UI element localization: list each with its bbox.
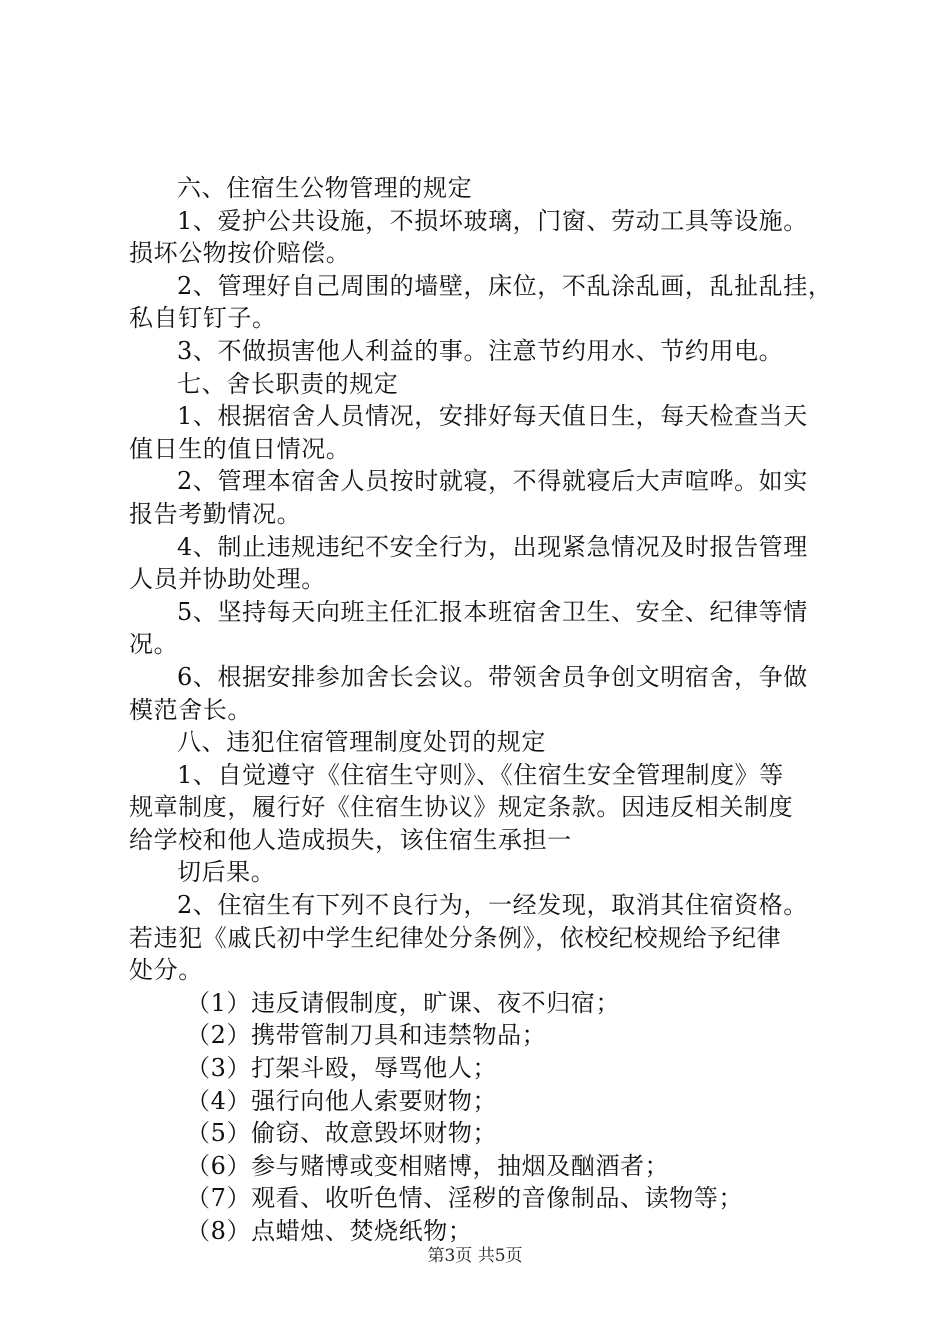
text-line: 损坏公物按价赔偿。 bbox=[129, 239, 351, 268]
text-line: 1、自觉遵守《住宿生守则》、《住宿生安全管理制度》等 bbox=[177, 760, 784, 789]
text-line: 人员并协助处理。 bbox=[129, 565, 326, 594]
text-line: 1、根据宿舍人员情况，安排好每天值日生，每天检查当天 bbox=[177, 402, 808, 431]
text-line: 1、爱护公共设施，不损坏玻璃，门窗、劳动工具等设施。 bbox=[177, 206, 808, 235]
document-body bbox=[129, 172, 849, 1248]
text-line: 处分。 bbox=[129, 956, 203, 985]
text-line: 2、管理好自己周围的墙壁，床位，不乱涂乱画，乱扯乱挂， bbox=[177, 271, 833, 300]
text-line: 6、根据安排参加舍长会议。带领舍员争创文明宿舍，争做 bbox=[177, 662, 808, 691]
text-line: 给学校和他人造成损失，该住宿生承担一 bbox=[129, 825, 572, 854]
text-line: （3）打架斗殴，辱骂他人； bbox=[186, 1054, 498, 1083]
text-line: 3、不做损害他人利益的事。注意节约用水、节约用电。 bbox=[177, 336, 784, 365]
text-line: 若违犯《戚氏初中学生纪律处分条例》，依校纪校规给予纪律 bbox=[129, 923, 782, 952]
text-line: （8）点蜡烛、焚烧纸物； bbox=[186, 1217, 473, 1245]
text-line: 4、制止违规违纪不安全行为，出现紧急情况及时报告管理 bbox=[177, 532, 808, 561]
text-line: 报告考勤情况。 bbox=[129, 499, 302, 528]
text-line: 2、住宿生有下列不良行为，一经发现，取消其住宿资格。 bbox=[177, 891, 808, 920]
text-line: 切后果。 bbox=[177, 858, 276, 887]
text-line: （5）偷窃、故意毁坏财物； bbox=[186, 1119, 498, 1148]
text-line: 值日生的值日情况。 bbox=[129, 434, 351, 463]
text-line: （6）参与赌博或变相赌博，抽烟及酗酒者； bbox=[186, 1151, 670, 1180]
text-line: （1）违反请假制度，旷课、夜不归宿； bbox=[186, 988, 621, 1017]
text-line: 况。 bbox=[129, 630, 179, 659]
text-line: 私自钉钉子。 bbox=[129, 304, 277, 333]
text-line: 六、住宿生公物管理的规定 bbox=[177, 174, 473, 202]
text-line: （7）观看、收听色情、淫秽的音像制品、读物等； bbox=[186, 1184, 744, 1213]
text-line: （4）强行向他人索要财物； bbox=[186, 1086, 498, 1115]
text-line: 2、管理本宿舍人员按时就寝，不得就寝后大声喧哗。如实 bbox=[177, 467, 808, 496]
text-line: （2）携带管制刀具和违禁物品； bbox=[186, 1021, 547, 1050]
text-line: 5、坚持每天向班主任汇报本班宿舍卫生、安全、纪律等情 bbox=[177, 597, 808, 626]
text-line: 规章制度，履行好《住宿生协议》规定条款。因违反相关制度 bbox=[129, 793, 794, 822]
text-line: 模范舍长。 bbox=[129, 695, 252, 724]
text-line: 八、违犯住宿管理制度处罚的规定 bbox=[177, 728, 546, 757]
page-footer: 第3页 共5页 bbox=[427, 1246, 523, 1266]
text-line: 七、舍长职责的规定 bbox=[177, 369, 399, 398]
